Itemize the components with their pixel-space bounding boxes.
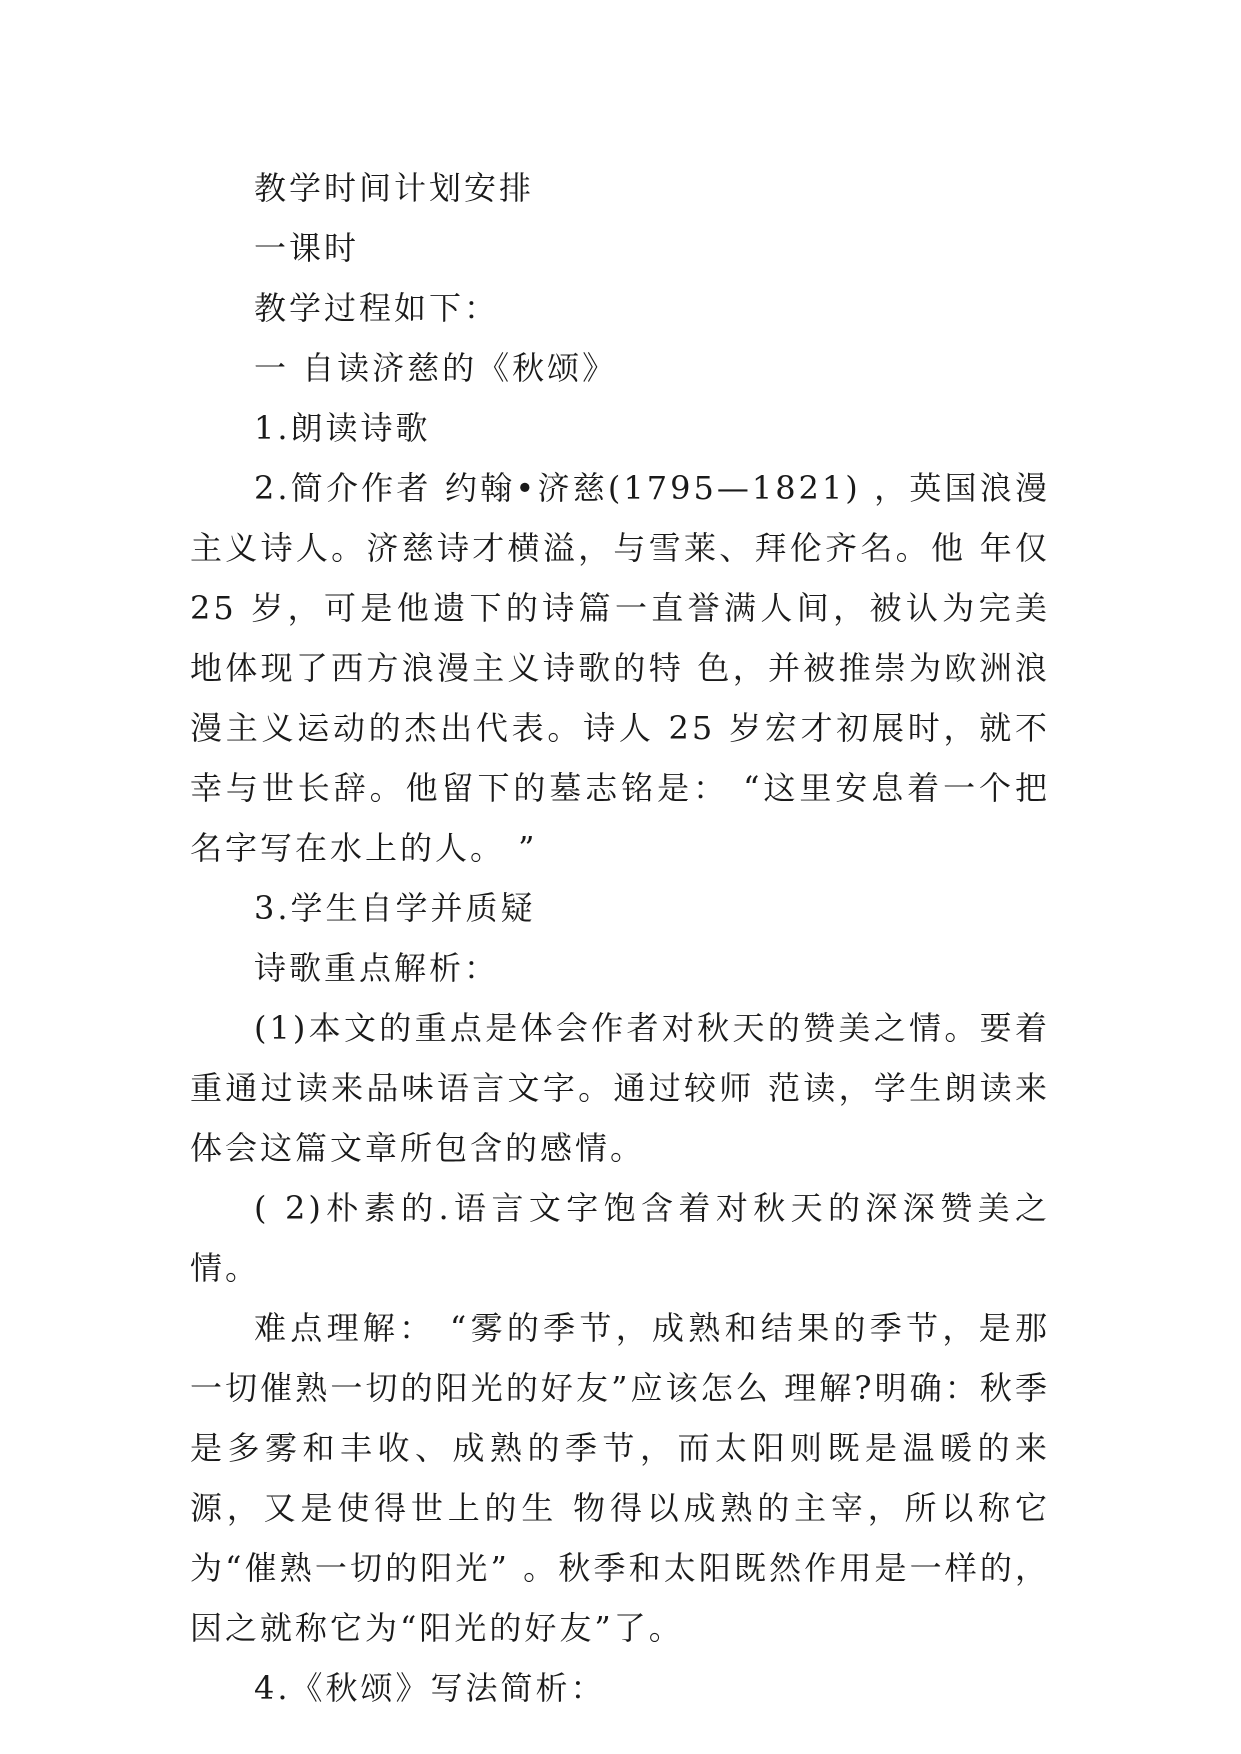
paragraph-read-poem: 1.朗读诗歌 (254, 409, 431, 447)
document-body (190, 158, 1050, 1718)
paragraph-point-1: (1)本文的重点是体会作者对秋天的赞美之情。要着重通过读来品味语言文字。通过较师 范读，学生朗读来体会这篇文章所包含的感情。 (190, 1009, 1050, 1167)
paragraph-difficult-point: 难点理解： “雾的季节，成熟和结果的季节，是那一切催熟一切的阳光的好友”应该怎么 理解?明确：秋季是多雾和丰收、成熟的季节，而太阳则既是温暖的来源，又是使得世上的生 物得以成熟的主宰，所以称它为“催熟一切的阳光” 。秋季和太阳既然作用是一样的，因之就称它为“阳光的好友”了。 (190, 1309, 1050, 1647)
paragraph-author-intro: 2.简介作者 约翰•济慈(1795—1821) ，英国浪漫主义诗人。济慈诗才横溢，与雪莱、拜伦齐名。他 年仅 25 岁，可是他遗下的诗篇一直誉满人间，被认为完美地体现了西方浪漫主义诗歌的特 色，并被推崇为欧洲浪漫主义运动的杰出代表。诗人 25 岁宏才初展时，就不幸与世长辞。他留下的墓志铭是： “这里安息着一个把名字写在水上的人。 ” (190, 469, 1050, 867)
heading-self-reading: 一 自读济慈的《秋颂》 (254, 349, 618, 387)
paragraph-self-study: 3.学生自学并质疑 (254, 889, 536, 927)
paragraph-writing-analysis: 4.《秋颂》写法简析： (254, 1669, 606, 1707)
paragraph-one-period: 一课时 (254, 229, 360, 267)
paragraph-teaching-schedule: 教学时间计划安排 (254, 169, 535, 207)
paragraph-key-analysis: 诗歌重点解析： (254, 949, 500, 987)
paragraph-point-2: ( 2)朴素的.语言文字饱含着对秋天的深深赞美之情。 (190, 1189, 1050, 1287)
paragraph-teaching-process: 教学过程如下： (254, 289, 500, 327)
